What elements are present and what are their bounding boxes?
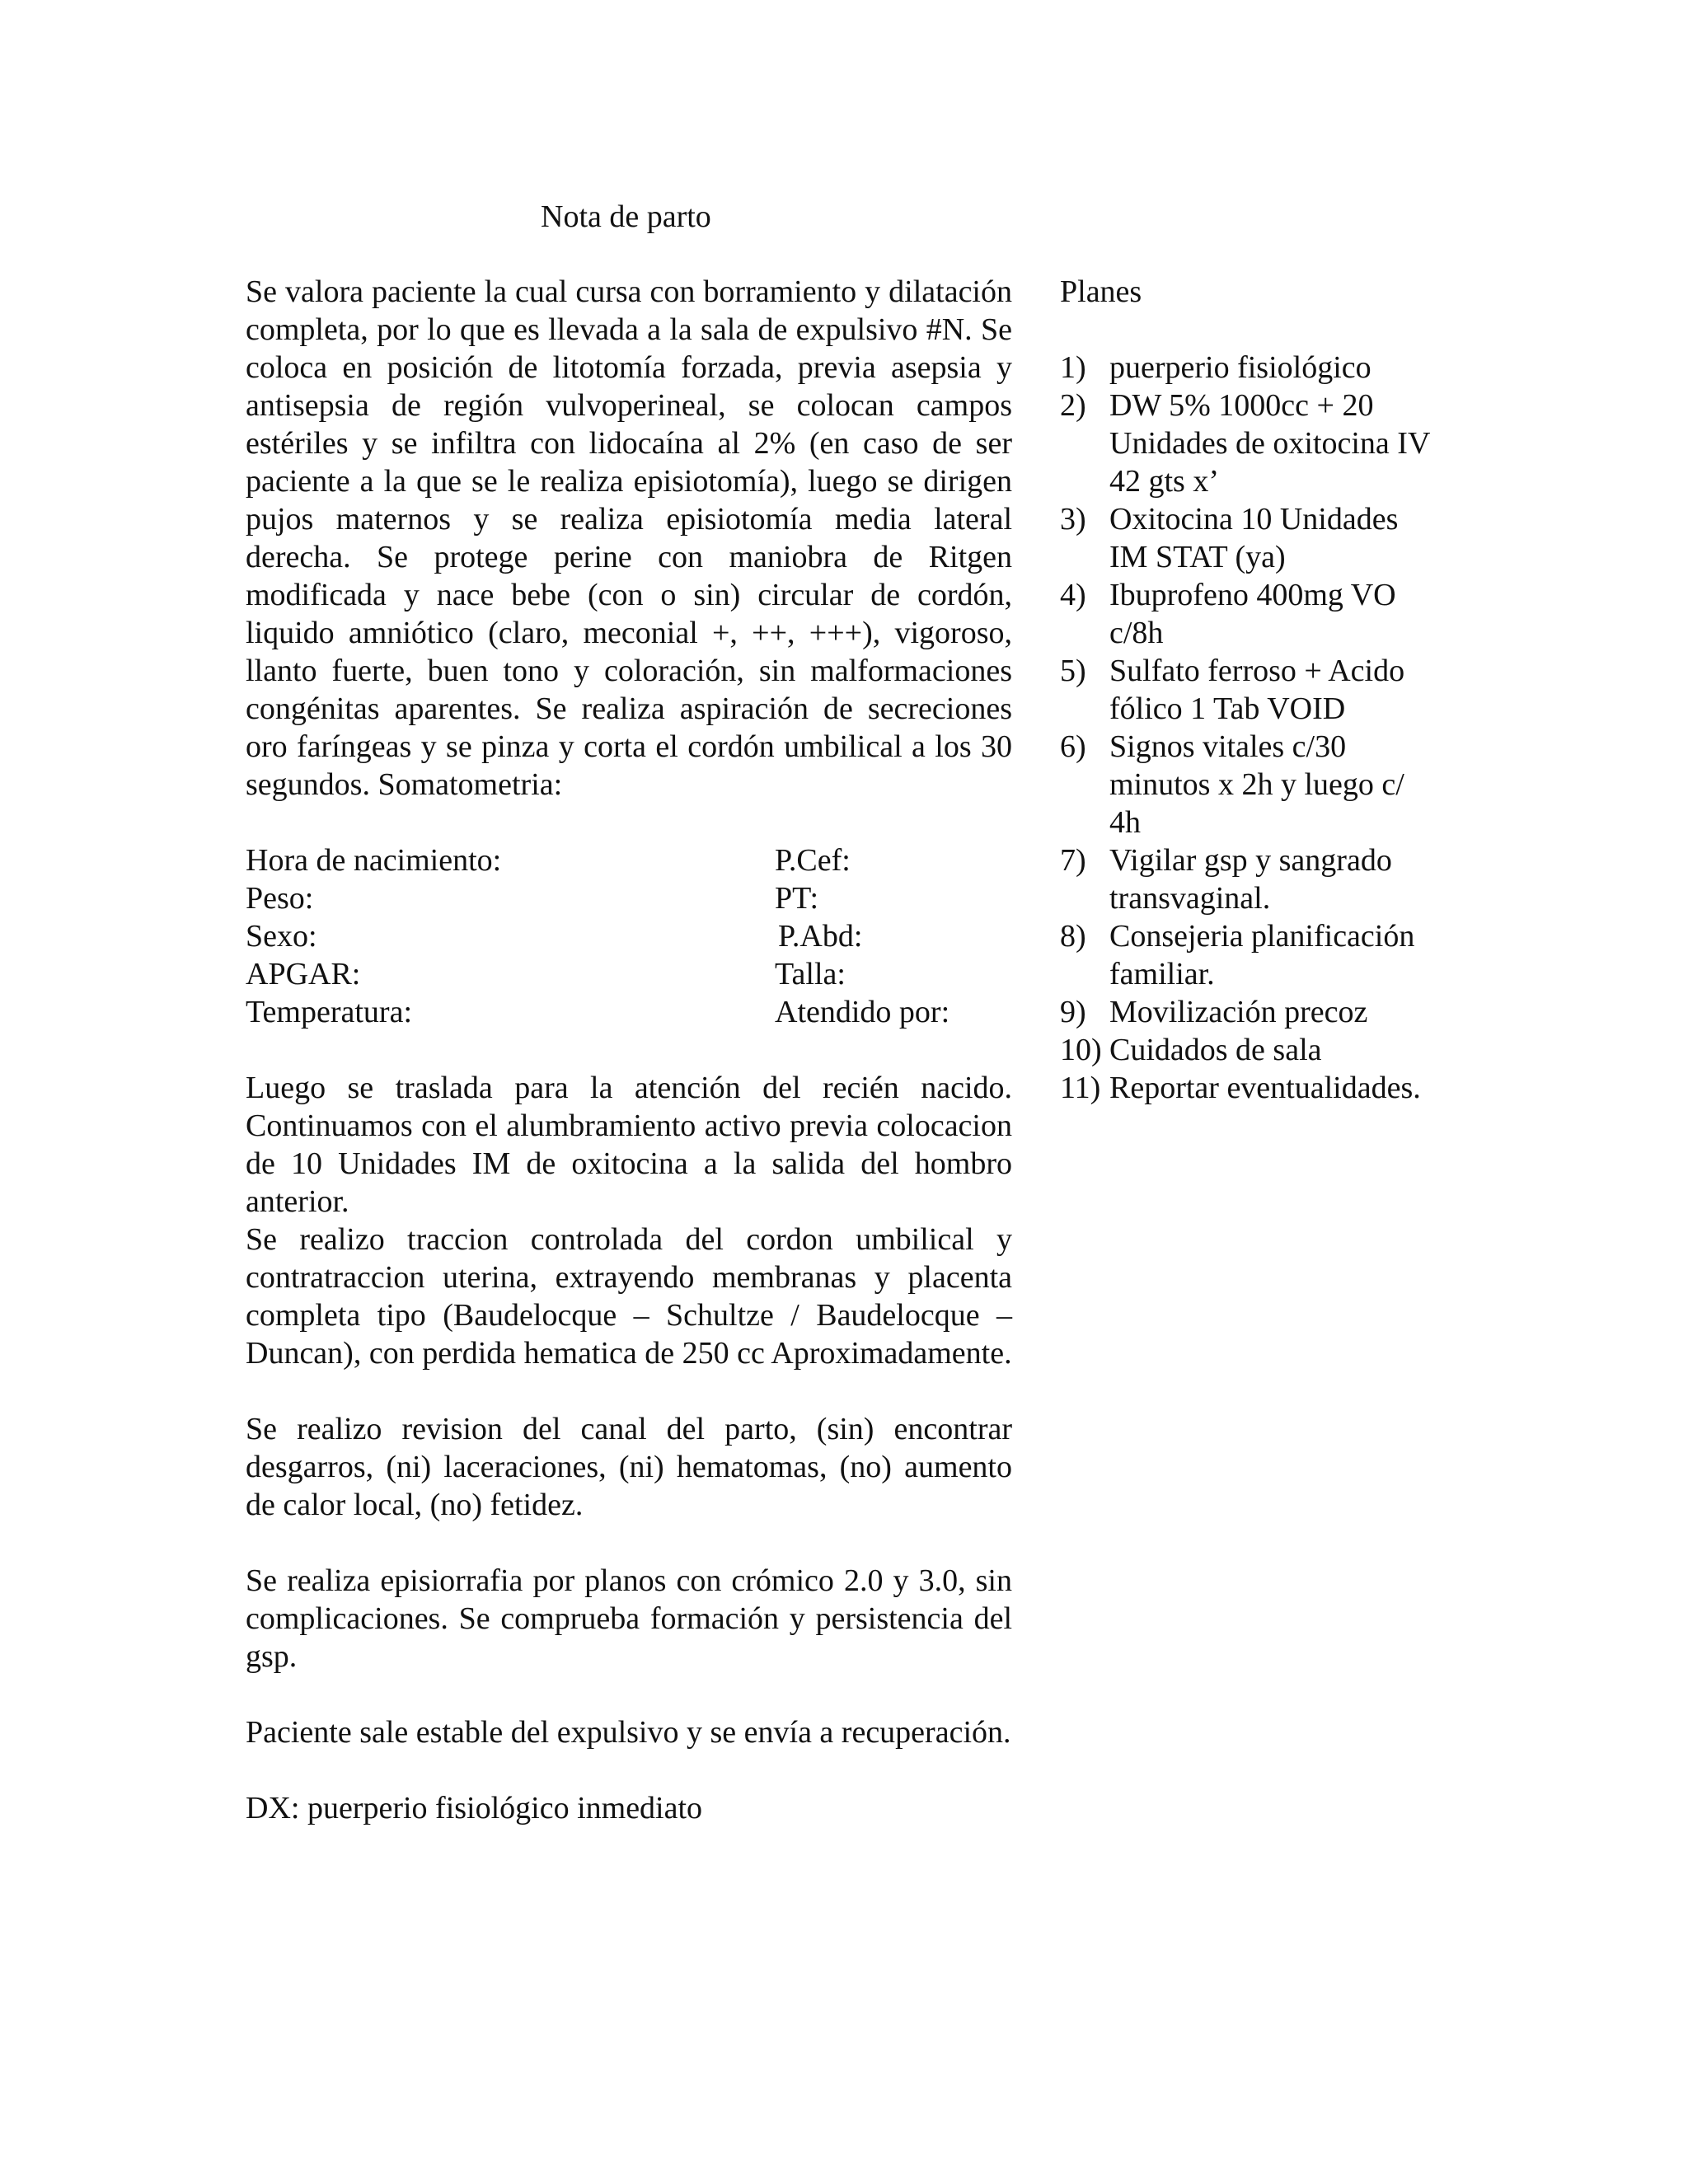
plan-number: 7) [1060, 843, 1086, 878]
spacer [246, 804, 1012, 841]
plan-text: Cuidados de sala [1109, 1033, 1322, 1067]
somatometry-fields [246, 841, 1012, 1031]
plan-item [1060, 993, 1439, 1031]
plan-text: DW 5% 1000cc + 20 Unidades de oxitocina IV 42 gts x’ [1109, 388, 1430, 499]
plan-text: Consejeria planificación familiar. [1109, 919, 1415, 991]
field-temperatura: Temperatura: [246, 995, 413, 1029]
plan-number: 9) [1060, 995, 1086, 1029]
plan-text: Sulfato ferroso + Acido fólico 1 Tab VOID [1109, 654, 1405, 726]
plan-item [1060, 500, 1439, 576]
plan-number: 11) [1060, 1071, 1101, 1105]
plan-number: 10) [1060, 1033, 1102, 1067]
canal-review-paragraph: Se realizo revision del canal del parto, (sin) encontrar desgarros, (ni) laceraciones, (ni) hematomas, (no) aumento de calor local, (no) fetidez. [246, 1412, 1012, 1522]
plan-item [1060, 387, 1439, 500]
plans-column [1060, 273, 1439, 1107]
document-title: Nota de parto [541, 199, 711, 234]
discharge-paragraph: Paciente sale estable del expulsivo y se envía a recuperación. [246, 1715, 1011, 1750]
plan-item [1060, 728, 1439, 841]
plan-item [1060, 841, 1439, 917]
diagnosis-line: DX: puerperio fisiológico inmediato [246, 1791, 703, 1825]
field-atendido-por: Atendido por: [775, 995, 950, 1029]
plan-text: Ibuprofeno 400mg VO c/8h [1109, 578, 1396, 650]
plan-text: Movilización precoz [1109, 995, 1368, 1029]
plan-number: 4) [1060, 578, 1086, 612]
plans-heading: Planes [1060, 274, 1142, 309]
field-peso: Peso: [246, 881, 314, 916]
field-talla: Talla: [775, 957, 846, 991]
plan-number: 8) [1060, 919, 1086, 954]
field-hora-nacimiento: Hora de nacimiento: [246, 843, 502, 878]
afterbirth-paragraph: Luego se traslada para la atención del recién nacido. Continuamos con el alumbramiento activo previa colocacion de 10 Unidades IM de oxitocina a la salida del hombro anterior. [246, 1071, 1012, 1219]
plan-text: Signos vitales c/30 minutos x 2h y luego c/ 4h [1109, 729, 1404, 840]
plan-item [1060, 1031, 1439, 1069]
plan-text: Vigilar gsp y sangrado transvaginal. [1109, 843, 1392, 916]
plan-item [1060, 652, 1439, 728]
plan-text: puerperio fisiológico [1109, 350, 1372, 385]
plan-number: 6) [1060, 729, 1086, 764]
field-pcef: P.Cef: [775, 843, 851, 878]
delivery-description-paragraph: Se valora paciente la cual cursa con borramiento y dilatación completa, por lo que es llevada a la sala de expulsivo #N. Se coloca en posición de litotomía forzada, previa asepsia y antisepsia de región vulvoperineal, se colocan campos estériles y se infiltra con lidocaína al 2% (en caso de ser paciente a la que se le realiza episiotomía), luego se dirigen pujos maternos y se realiza episiotomía media lateral derecha. Se protege perine con maniobra de Ritgen modificada y nace bebe (con o sin) circular de cordón, liquido amniótico (claro, meconial +, ++, +++), vigoroso, llanto fuerte, buen tono y coloración, sin malformaciones congénitas aparentes. Se realiza aspiración de secreciones oro faríngeas y se pinza y corta el cordón umbilical a los 30 segundos. Somatometria: [246, 274, 1012, 802]
field-sexo: Sexo: [246, 919, 317, 954]
plan-item [1060, 576, 1439, 652]
placenta-paragraph: Se realizo traccion controlada del cordon umbilical y contratraccion uterina, extrayendo membranas y placenta completa tipo (Baudelocque – Schultze / Baudelocque – Duncan), con perdida hematica de 250 cc Aproximadamente. [246, 1222, 1012, 1371]
plan-number: 2) [1060, 388, 1086, 423]
plan-number: 3) [1060, 502, 1086, 537]
field-pabd: P.Abd: [778, 919, 863, 954]
field-pt: PT: [775, 881, 819, 916]
plans-list [1060, 349, 1439, 1107]
episiorrhaphy-paragraph: Se realiza episiorrafia por planos con crómico 2.0 y 3.0, sin complicaciones. Se comprueba formación y persistencia del gsp. [246, 1563, 1012, 1674]
clinical-note-body [246, 273, 1012, 1827]
plan-text: Oxitocina 10 Unidades IM STAT (ya) [1109, 502, 1399, 574]
plan-text: Reportar eventualidades. [1109, 1071, 1421, 1105]
plan-item [1060, 1069, 1439, 1107]
plan-number: 5) [1060, 654, 1086, 688]
plan-number: 1) [1060, 350, 1086, 385]
plan-item [1060, 917, 1439, 993]
field-apgar: APGAR: [246, 957, 361, 991]
plan-item [1060, 349, 1439, 387]
